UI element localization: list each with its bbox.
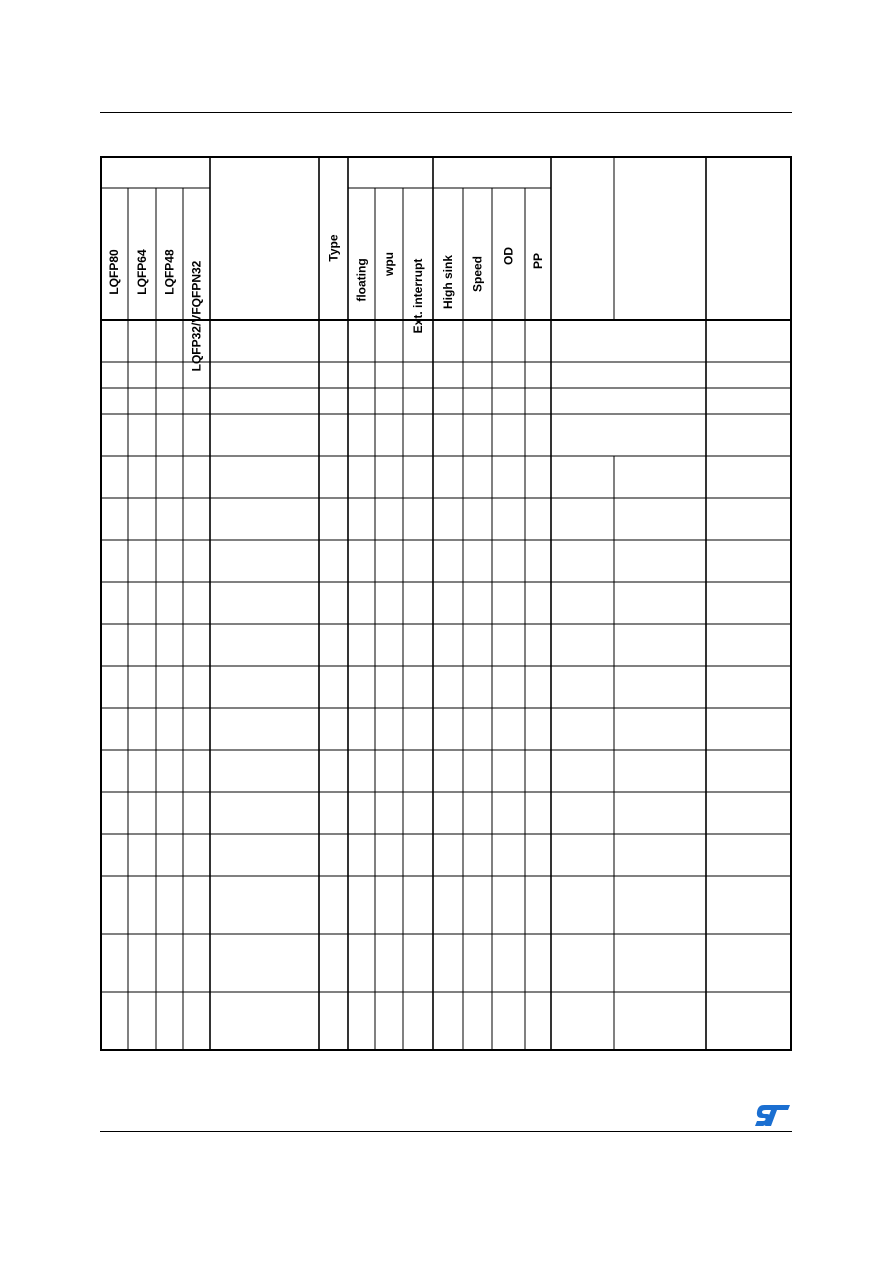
bottom-rule [100,1131,792,1132]
column-header-label: floating [354,258,369,302]
column-header-label: wpu [382,252,396,276]
column-header-label: PP [531,252,545,270]
column-header-label: OD [501,247,516,265]
column-header-label: LQFP64 [135,249,149,295]
pin-description-table [100,156,792,1051]
column-header-label: LQFP32/VFQFPN32 [189,260,204,372]
column-header-label: Speed [470,255,485,293]
st-logo [754,1102,792,1128]
column-header-label: Type [326,234,341,262]
column-header-label: High sink [441,254,455,310]
column-header-label: Ext. interrupt [411,258,425,334]
column-header-label: LQFP48 [162,249,177,295]
column-header-label: LQFP80 [107,249,121,295]
top-rule [100,112,792,113]
